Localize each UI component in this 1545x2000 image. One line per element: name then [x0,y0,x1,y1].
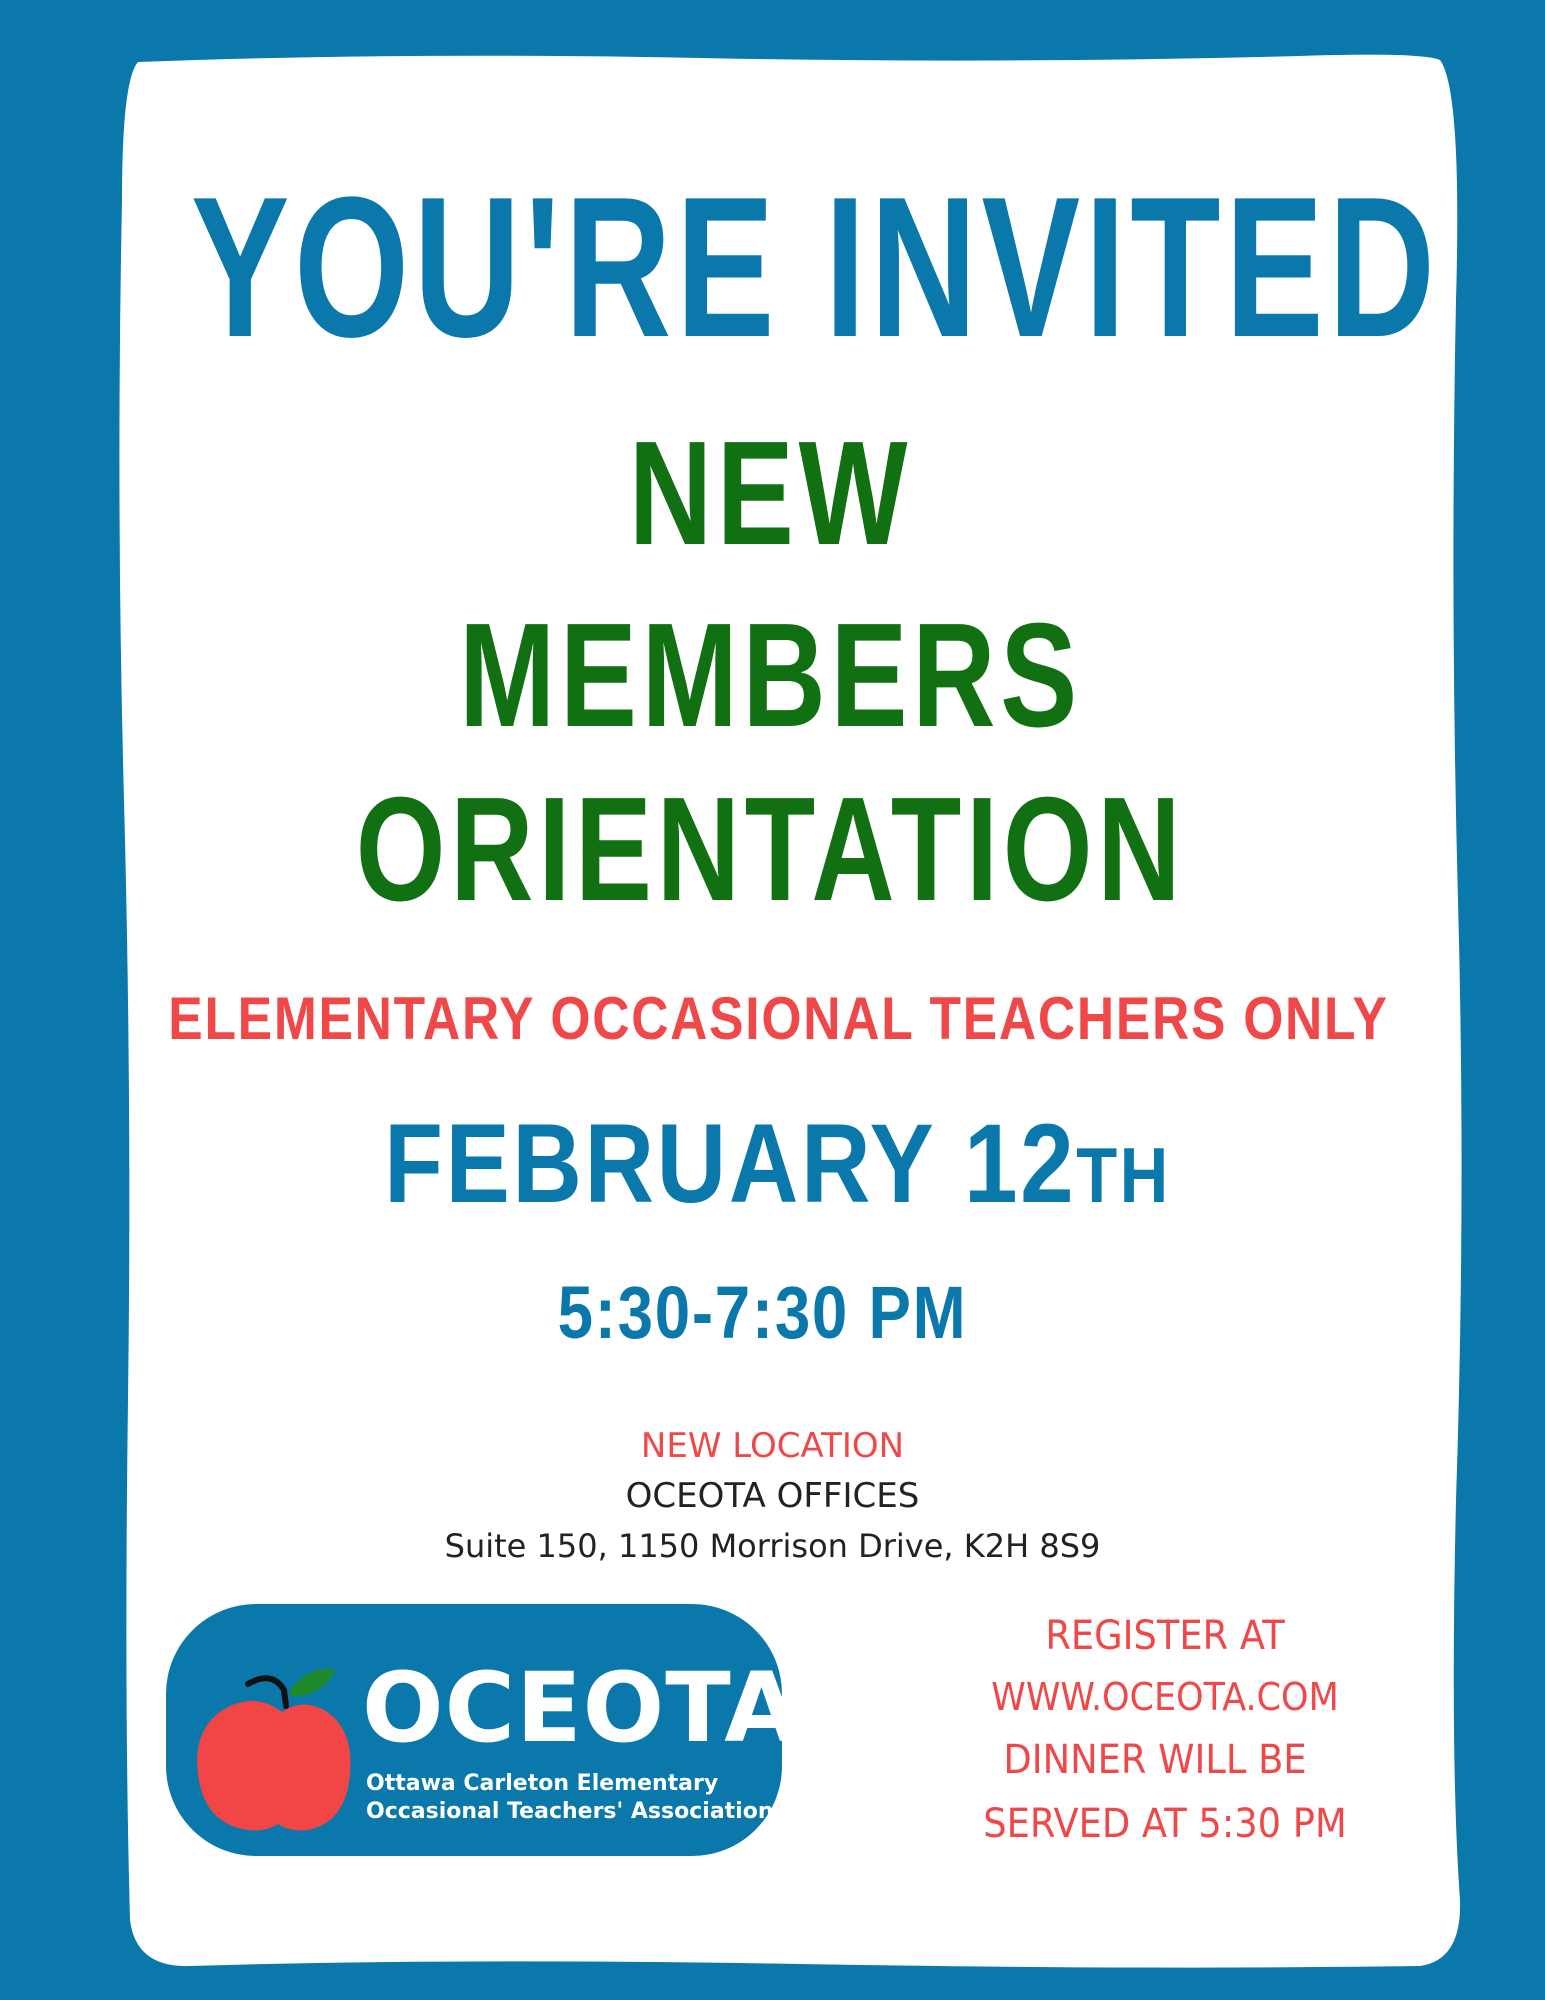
apple-icon [186,1634,356,1834]
logo-subtitle-line-1: Ottawa Carleton Elementary [366,1771,719,1796]
event-title-line-1: NEW [628,411,913,576]
location-address: Suite 150, 1150 Morrison Drive, K2H 8S9 [444,1527,1101,1565]
oceota-logo [166,1604,800,1856]
logo-subtitle-line-2: Occasional Teachers' Association [366,1799,774,1824]
event-date [113,1102,1442,1237]
register-line-1: REGISTER AT [1045,1613,1285,1659]
event-title-line-3: ORIENTATION [355,767,1186,932]
register-line-3: DINNER WILL BE [1003,1737,1307,1783]
headline: YOU'RE INVITED [190,156,1440,379]
logo-name: OCEOTA [362,1652,800,1764]
event-date-suffix: TH [1076,1131,1171,1219]
location-label: NEW LOCATION [640,1426,905,1466]
event-date-main: FEBRUARY 12 [384,1101,1077,1226]
event-title-line-2: MEMBERS [459,593,1082,758]
register-line-4: SERVED AT 5:30 PM [983,1801,1347,1847]
audience-note: ELEMENTARY OCCASIONAL TEACHERS ONLY [168,985,1389,1052]
register-url[interactable]: WWW.OCEOTA.COM [991,1675,1339,1719]
event-time: 5:30-7:30 PM [557,1271,968,1354]
location-name: OCEOTA OFFICES [625,1476,920,1516]
